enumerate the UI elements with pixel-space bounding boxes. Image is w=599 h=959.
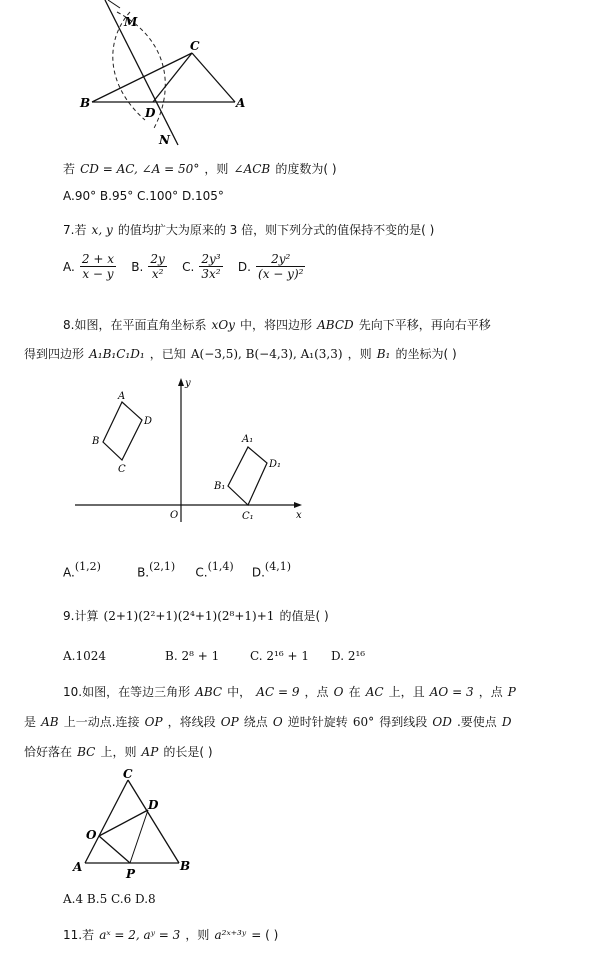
q10-line1-mid4: 上，且 (388, 685, 425, 699)
q9-option-c: C. 2¹⁶ + 1 (250, 649, 309, 663)
q10-line3-mid: 上，则 (100, 745, 137, 759)
q8-coordinate-system: xOy (211, 318, 235, 332)
q10-line2-mid3: 绕点 (243, 715, 268, 729)
label-A: A (73, 860, 83, 874)
q7-option-b-label: B. (131, 260, 144, 274)
label-P: P (126, 867, 136, 881)
label-x: x (296, 510, 302, 521)
q10-segment-od: OD (432, 715, 452, 729)
label-A1: A₁ (242, 434, 254, 445)
quad-abcd (103, 402, 142, 460)
q10-line2-mid6: .要使点 (456, 715, 497, 729)
q8-option-a-label: A. (63, 565, 75, 580)
line-mn (105, 0, 178, 145)
q10-line2-mid2: ，将线段 (167, 715, 216, 729)
q10-line3-pre: 恰好落在 (24, 745, 73, 759)
q7-option-a-fraction: $\frac{2 + x}{x - y}$ (81, 252, 114, 281)
q10-segment-op-2: OP (220, 715, 239, 729)
q10-segment-ac: AC (365, 685, 384, 699)
q8-option-d-label: D. (251, 565, 265, 580)
q8-option-d-value: (4,1) (264, 560, 291, 573)
figure-triangle-construction (75, 0, 255, 150)
q10-segment-op: OP (144, 715, 163, 729)
q10-options: A.4 B.5 C.6 D.8 (63, 892, 156, 906)
label-D: D (144, 416, 153, 427)
q8-option-c-label: C. (195, 565, 208, 580)
q8-line2 (24, 343, 457, 362)
q10-line1-mid: 中， (227, 685, 252, 699)
q11-stem (63, 924, 278, 943)
quad-a1b1c1d1 (228, 447, 267, 505)
q10-point-p: P (507, 685, 516, 699)
q10-point-o: O (333, 685, 344, 699)
q8-option-a-value: (1,2) (74, 560, 101, 573)
label-C1: C₁ (242, 511, 254, 522)
label-A: A (118, 391, 126, 402)
q8-option-c-value: (1,4) (207, 560, 234, 573)
q8-line2-pre: 得到四边形 (24, 347, 85, 361)
q9-stem (63, 605, 329, 624)
q10-line2 (24, 711, 512, 730)
q7-post: 的值均扩大为原来的 3 倍，则下列分式的值保持不变的是( ) (117, 223, 435, 237)
label-A: A (236, 96, 246, 110)
q10-point-d: D (501, 715, 512, 729)
q11-condition: aˣ = 2, aʸ = 3 (99, 928, 181, 942)
q8-option-b-label: B. (137, 565, 150, 580)
label-N: N (159, 133, 170, 147)
q8-line1 (63, 314, 491, 333)
q10-segment-ab: AB (41, 715, 59, 729)
q8-option-b-value: (2,1) (149, 560, 176, 573)
q6-post: 的度数为( ) (275, 162, 337, 176)
q10-angle: 60° (352, 715, 375, 729)
segment-op (99, 836, 130, 863)
label-y: y (185, 378, 191, 389)
side-ca (192, 53, 235, 102)
q6-condition: CD = AC, ∠A = 50° (80, 162, 200, 176)
q7-option-d-fraction: $\frac{\text{2y²}}{\text{(x − y)²}}$ (258, 252, 304, 281)
q6-stem (63, 158, 337, 177)
label-C: C (190, 39, 200, 53)
segment-cd (153, 53, 192, 102)
q10-line1 (63, 681, 516, 700)
q10-line1-pre: 10.如图，在等边三角形 (63, 685, 191, 699)
q10-line3 (24, 741, 213, 760)
q7-vars: x, y (91, 223, 113, 237)
q7-option-c-fraction: $\frac{\text{2y³}}{\text{3x²}}$ (201, 252, 221, 281)
q9-post: 的值是( ) (279, 609, 329, 623)
q8-line1-mid: 中，将四边形 (240, 318, 313, 332)
label-D: D (148, 798, 159, 812)
label-O: O (170, 510, 179, 521)
label-C: C (123, 767, 133, 781)
figure-equilateral-triangle (68, 766, 198, 881)
q9-expression: (2+1)(2²+1)(2⁴+1)(2⁸+1)+1 (103, 609, 275, 623)
q10-segment-bc: BC (77, 745, 96, 759)
q7-pre: 7.若 (63, 223, 87, 237)
q9-option-d: D. 2¹⁶ (331, 649, 366, 663)
q10-line2-pre: 是 (24, 715, 37, 729)
q7-option-a-label: A. (63, 260, 75, 274)
q8-line2-post: 的坐标为( ) (395, 347, 457, 361)
q6-angle: ∠ACB (233, 162, 271, 176)
q10-line2-mid4: 逆时针旋转 (287, 715, 348, 729)
q8-line1-post: 先向下平移，再向右平移 (358, 318, 491, 332)
label-B1: B₁ (214, 481, 226, 492)
label-D: D (145, 106, 156, 120)
q10-line2-mid5: 得到线段 (379, 715, 428, 729)
label-B: B (92, 436, 100, 447)
q10-triangle: ABC (195, 685, 223, 699)
side-cb (128, 780, 179, 863)
q8-known-points: A(−3,5), B(−4,3), A₁(3,3) (190, 347, 343, 361)
label-B: B (180, 859, 191, 873)
label-B: B (80, 96, 91, 110)
label-M: M (124, 15, 138, 29)
x-axis-arrow (294, 502, 302, 508)
q9-pre: 9.计算 (63, 609, 99, 623)
figure-coordinate-plane (70, 372, 310, 532)
q10-point-o-2: O (272, 715, 283, 729)
q11-expression: a²ˣ⁺³ʸ (214, 928, 247, 942)
q8-line2-mid2: ，则 (347, 347, 372, 361)
q10-given-ao: AO = 3 (429, 685, 474, 699)
q6-mid: ，则 (204, 162, 229, 176)
q8-options (63, 560, 291, 580)
q6-options: A.90° B.95° C.100° D.105° (63, 189, 224, 203)
q10-line1-mid5: ，点 (478, 685, 503, 699)
q9-option-a: A.1024 (63, 649, 107, 663)
line-tick (108, 0, 120, 8)
q8-quadrilateral: ABCD (317, 318, 354, 332)
label-O: O (86, 828, 97, 842)
q7-option-c-label: C. (182, 260, 195, 274)
q8-quadrilateral-image: A₁B₁C₁D₁ (89, 347, 145, 361)
q10-line1-mid2: ，点 (304, 685, 329, 699)
q7-option-b-fraction: $\frac{2y}{\text{x²}}$ (150, 252, 165, 281)
y-axis-arrow (178, 378, 184, 386)
label-D1: D₁ (269, 459, 282, 470)
q6-pre: 若 (63, 162, 76, 176)
side-bc (92, 53, 192, 102)
q10-line3-post: 的长是( ) (163, 745, 213, 759)
q9-option-b: B. 2⁸ + 1 (165, 649, 220, 663)
q10-segment-ap: AP (141, 745, 159, 759)
q11-pre: 11.若 (63, 928, 95, 942)
q10-line2-mid: 上一动点.连接 (63, 715, 140, 729)
q11-post: = ( ) (251, 928, 279, 942)
q10-given-ac: AC = 9 (256, 685, 300, 699)
q8-line1-pre: 8.如图，在平面直角坐标系 (63, 318, 207, 332)
q8-line2-mid: ，已知 (149, 347, 186, 361)
q11-mid: ，则 (185, 928, 210, 942)
side-ca (85, 780, 128, 863)
q7-stem (63, 219, 434, 238)
label-C: C (118, 464, 126, 475)
q7-options (63, 252, 393, 281)
q10-line1-mid3: 在 (348, 685, 361, 699)
q7-option-d-label: D. (237, 260, 251, 274)
q8-target-point: B₁ (376, 347, 391, 361)
